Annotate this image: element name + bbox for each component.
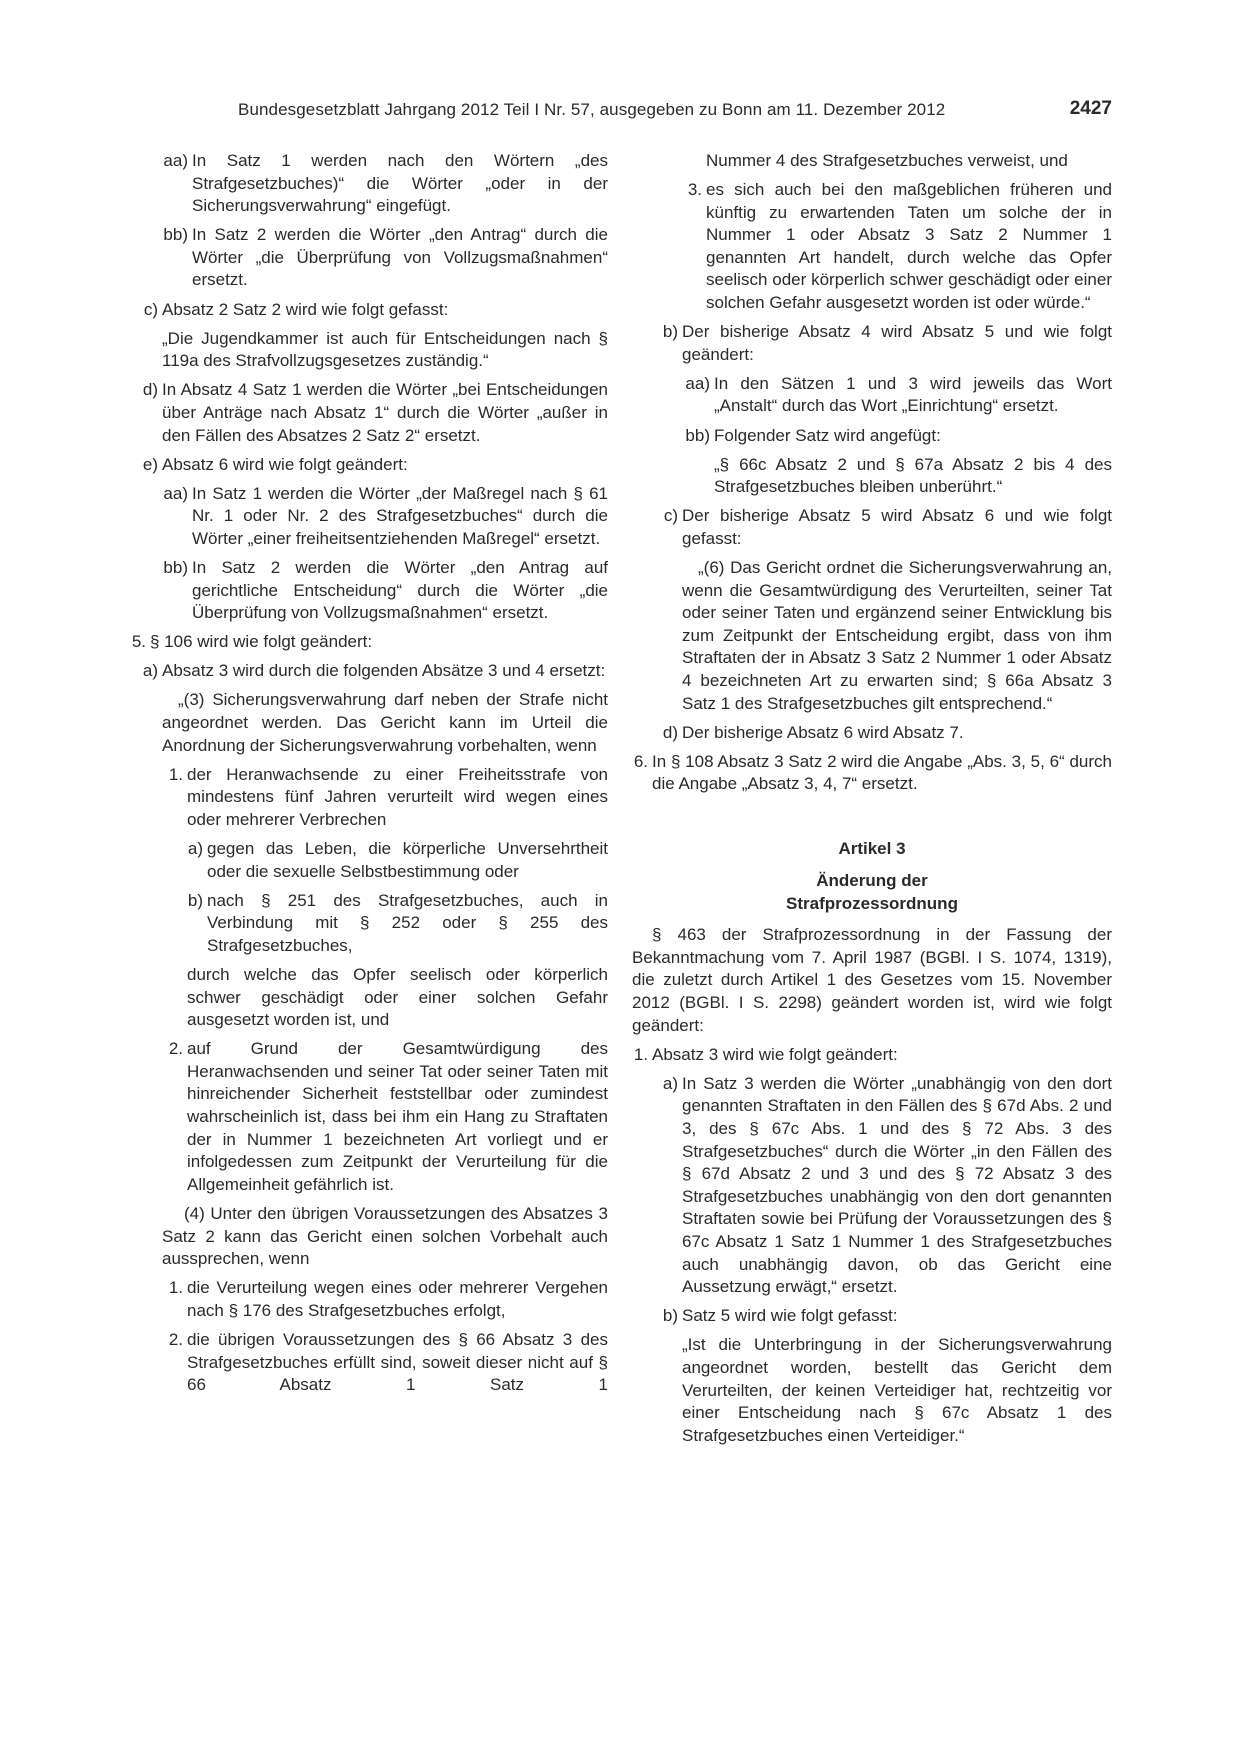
list-item	[168, 1277, 608, 1322]
list-item	[187, 890, 608, 958]
page-number: 2427	[1069, 98, 1112, 119]
item-label: c)	[663, 506, 678, 526]
item-label: 1.	[633, 1044, 648, 1064]
item-text: In Satz 1 werden nach den Wörtern „des Strafgesetzbuches)“ die Wörter „oder in der Sicherungsverwahrung“ eingefügt.	[192, 151, 608, 216]
paragraph: Nummer 4 des Strafgesetzbuches verweist, und	[706, 151, 1068, 170]
list-item	[633, 1044, 1112, 1067]
item-text: In Satz 2 werden die Wörter „den Antrag auf gerichtliche Entscheidung“ durch die Wörter „die Überprüfung von Vollzugsmaßnahmen“ ersetzt.	[192, 558, 608, 623]
intro-paragraph: § 463 der Strafprozessordnung in der Fassung der Bekanntmachung vom 7. April 1987 (BGBl. I S. 1074, 1319), die zuletzt durch Artikel 1 des Gesetzes vom 15. November 2012 (BGBl. I S. 2298) geändert worden ist, wird wie folgt geändert:	[632, 925, 1112, 1035]
item-label: 1.	[168, 764, 183, 784]
list-item	[163, 557, 608, 625]
item-text: Der bisherige Absatz 4 wird Absatz 5 und wie folgt geändert:	[682, 322, 1112, 364]
item-text: gegen das Leben, die körperliche Unversehrtheit oder die sexuelle Selbstbestimmung oder	[207, 839, 608, 881]
item-text: die übrigen Voraussetzungen des § 66 Absatz 3 des Strafgesetzbuches erfüllt sind, soweit dieser nicht auf § 66 Absatz 1 Satz 1	[187, 1329, 608, 1395]
item-label: 2.	[168, 1329, 183, 1349]
paragraph: (4) Unter den übrigen Voraussetzungen des Absatzes 3 Satz 2 kann das Gericht einen solchen Vorbehalt auch aussprechen, wenn	[162, 1203, 608, 1269]
list-item	[662, 722, 1112, 745]
list-item	[687, 179, 1112, 315]
article-title: Artikel 3	[838, 839, 906, 859]
item-text: nach § 251 des Strafgesetzbuches, auch in Verbindung mit § 252 oder § 255 des Strafgesetzbuches,	[207, 890, 608, 955]
item-text: Satz 5 wird wie folgt gefasst:	[682, 1306, 898, 1326]
item-label: b)	[187, 890, 203, 910]
item-label: 3.	[687, 180, 702, 200]
item-text: auf Grund der Gesamtwürdigung des Heranwachsenden und seiner Tat oder seiner Taten mit hinreichender Sicherheit feststellbar oder zumindest wahrscheinlich ist, dass bei ihm ein Hang zu Straftaten der in Nummer 1 bezeichneten Art vorliegt und er infolgedessen zum Zeitpunkt der Verurteilung für die Allgemeinheit gefährlich ist.	[187, 1039, 608, 1194]
item-label: a)	[187, 839, 203, 859]
list-item	[142, 379, 608, 447]
list-item	[663, 505, 1112, 550]
item-text: Absatz 3 wird wie folgt geändert:	[652, 1044, 898, 1064]
list-item	[163, 483, 608, 551]
quote-paragraph: „(6) Das Gericht ordnet die Sicherungsverwahrung an, wenn die Gesamtwürdigung des Verurteilten, seiner Tat oder seiner Taten und ergänzend seiner Entwicklung bis zum Zeitpunkt der Entscheidung ergibt, dass von ihm Straftaten der in Absatz 3 Satz 2 Nummer 1 oder Absatz 4 bezeichneten Art zu erwarten sind; § 66a Absatz 3 Satz 1 des Strafgesetzbuches gilt entsprechend.“	[682, 558, 1112, 713]
item-label: c)	[143, 299, 158, 319]
list-item	[633, 751, 1112, 796]
right-column	[632, 150, 1112, 1454]
item-label: 2.	[168, 1039, 183, 1059]
list-item	[142, 454, 608, 477]
left-column	[130, 150, 608, 1403]
item-text: die Verurteilung wegen eines oder mehrerer Vergehen nach § 176 des Strafgesetzbuches erfolgt,	[187, 1278, 608, 1320]
item-label: 1.	[168, 1278, 183, 1298]
quote-paragraph: „§ 66c Absatz 2 und § 67a Absatz 2 bis 4 des Strafgesetzbuches bleiben unberührt.“	[714, 454, 1112, 497]
item-label: a)	[142, 661, 158, 681]
list-item	[168, 1038, 608, 1196]
list-item	[168, 764, 608, 832]
running-title: Bundesgesetzblatt Jahrgang 2012 Teil I Nr. 57, ausgegeben zu Bonn am 11. Dezember 2012	[238, 100, 946, 119]
item-label: bb)	[685, 425, 710, 445]
item-text: Absatz 2 Satz 2 wird wie folgt gefasst:	[162, 299, 449, 319]
page-header	[238, 100, 1112, 126]
quote-paragraph: „Die Jugendkammer ist auch für Entscheidungen nach § 119a des Strafvollzugsgesetzes zuständig.“	[162, 328, 608, 371]
list-item	[168, 1329, 608, 1397]
item-label: aa)	[163, 151, 188, 170]
item-text: In Satz 1 werden die Wörter „der Maßregel nach § 61 Nr. 1 oder Nr. 2 des Strafgesetzbuches“ durch die Wörter „einer freiheitsentziehenden Maßregel“ ersetzt.	[192, 483, 608, 548]
list-item	[163, 224, 608, 292]
item-text: es sich auch bei den maßgeblichen früheren und künftig zu erwartenden Taten um solche der in Nummer 1 oder Absatz 3 Satz 2 Nummer 1 genannten Art handelt, durch welche das Opfer seelisch oder körperlich schwer geschädigt oder einer solchen Gefahr ausgesetzt worden ist oder würde.“	[706, 180, 1112, 313]
item-text: Folgender Satz wird angefügt:	[714, 425, 941, 445]
item-text: In Satz 2 werden die Wörter „den Antrag“ durch die Wörter „die Überprüfung von Vollzugsmaßnahmen“ ersetzt.	[192, 225, 608, 290]
list-item	[662, 321, 1112, 366]
item-label: 5.	[131, 632, 146, 652]
quote-paragraph: „Ist die Unterbringung in der Sicherungsverwahrung angeordnet worden, bestellt das Gericht dem Verurteilten, der keinen Verteidiger hat, rechtzeitig vor einer Entscheidung nach § 67c Absatz 1 des Strafgesetzbuches einen Verteidiger.“	[682, 1335, 1112, 1445]
list-item	[142, 660, 608, 683]
item-text: Absatz 6 wird wie folgt geändert:	[162, 454, 408, 474]
item-text: Der bisherige Absatz 6 wird Absatz 7.	[682, 722, 964, 742]
item-text: § 106 wird wie folgt geändert:	[150, 632, 373, 652]
article-subtitle: Strafprozessordnung	[786, 893, 958, 913]
item-label: bb)	[163, 558, 188, 577]
item-label: 6.	[633, 751, 648, 771]
item-label: bb)	[163, 225, 188, 245]
list-item	[685, 425, 1112, 448]
item-label: e)	[142, 454, 158, 474]
item-label: d)	[662, 722, 678, 742]
item-label: aa)	[685, 373, 710, 393]
list-item	[131, 631, 608, 654]
item-text: Absatz 3 wird durch die folgenden Absätze 3 und 4 ersetzt:	[162, 661, 606, 681]
item-text: In Satz 3 werden die Wörter „unabhängig von den dort genannten Straftaten in den Fällen des § 67d Abs. 2 und 3, des § 67c Abs. 1 und des § 72 Abs. 3 des Strafgesetzbuches“ durch die Wörter „in den Fällen des § 67d Absatz 2 und 3 und des § 72 Absatz 3 des Strafgesetzbuches unabhängig von den dort genannten Straftaten sowie bei Prüfung der Voraussetzungen des § 67c Absatz 1 Satz 1 Nummer 1 des Strafgesetzbuches auch unabhängig davon, ob das Gericht eine Aussetzung erwägt,“ ersetzt.	[682, 1073, 1112, 1297]
item-label: d)	[142, 380, 158, 400]
list-item	[685, 373, 1112, 418]
list-item	[163, 150, 608, 218]
item-label: a)	[662, 1073, 678, 1093]
item-text: In § 108 Absatz 3 Satz 2 wird die Angabe „Abs. 3, 5, 6“ durch die Angabe „Absatz 3, 4, 7“ ersetzt.	[652, 751, 1112, 794]
list-item	[187, 838, 608, 883]
item-text: In Absatz 4 Satz 1 werden die Wörter „bei Entscheidungen über Anträge nach Absatz 1“ durch die Wörter „außer in den Fällen des Absatzes 2 Satz 2“ ersetzt.	[162, 380, 608, 445]
quote-paragraph: „(3) Sicherungsverwahrung darf neben der Strafe nicht angeordnet werden. Das Gericht kann im Urteil die Anordnung der Sicherungsverwahrung vorbehalten, wenn	[162, 690, 608, 755]
item-label: b)	[662, 1306, 678, 1326]
item-text: Der bisherige Absatz 5 wird Absatz 6 und wie folgt gefasst:	[682, 506, 1112, 548]
paragraph: durch welche das Opfer seelisch oder körperlich schwer geschädigt oder einer solchen Gefahr ausgesetzt worden ist, und	[187, 965, 608, 1030]
item-text: der Heranwachsende zu einer Freiheitsstrafe von mindestens fünf Jahren verurteilt wird wegen eines oder mehrerer Verbrechen	[187, 764, 608, 829]
list-item	[143, 299, 608, 322]
item-text: In den Sätzen 1 und 3 wird jeweils das Wort „Anstalt“ durch das Wort „Einrichtung“ ersetzt.	[714, 373, 1112, 416]
list-item	[662, 1073, 1112, 1299]
list-item	[662, 1305, 1112, 1328]
item-label: b)	[662, 322, 678, 342]
article-subtitle: Änderung der	[816, 871, 928, 891]
item-label: aa)	[163, 483, 188, 503]
